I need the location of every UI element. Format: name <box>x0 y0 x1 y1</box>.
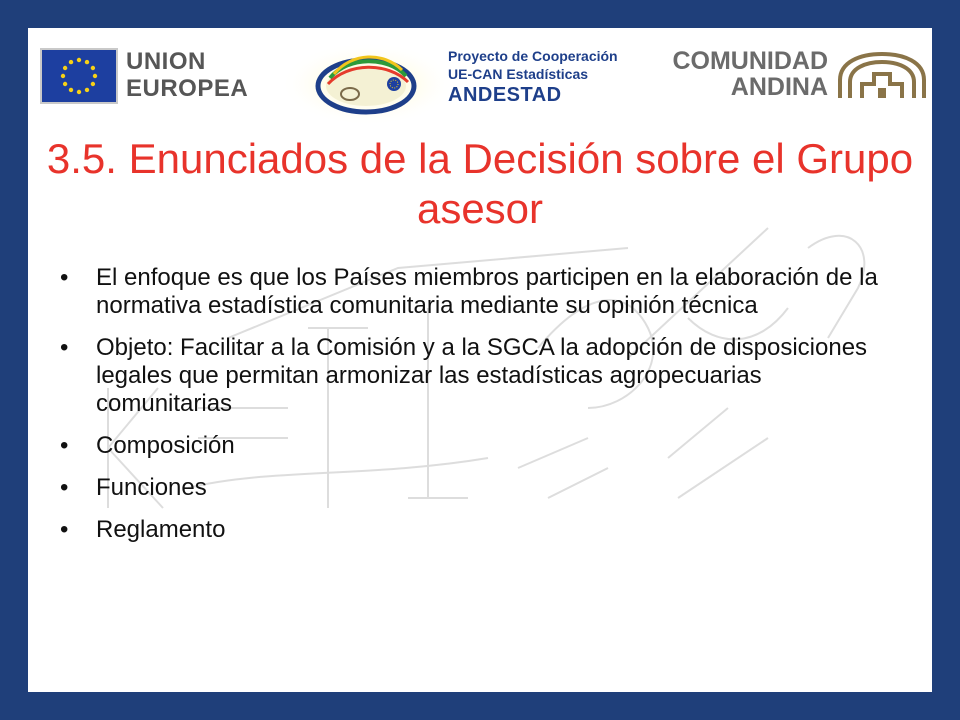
bullet-item <box>60 474 900 502</box>
bullet-text: El enfoque es que los Países miembros participen en la elaboración de la normativa estadística comunitaria mediante su opinión técnica <box>96 264 878 319</box>
bullet-dot: • <box>60 334 69 361</box>
bullet-dot: • <box>60 432 69 459</box>
bullet-list <box>60 264 900 558</box>
bullet-dot: • <box>60 474 69 501</box>
project-line1: Proyecto de Cooperación <box>448 48 618 64</box>
can-logo <box>660 46 932 112</box>
eu-flag-icon <box>40 48 118 104</box>
bullet-dot: • <box>60 516 69 543</box>
bullet-text: Funciones <box>96 474 207 501</box>
eu-logo-text <box>126 48 248 102</box>
can-logo-line1: COMUNIDAD <box>672 47 828 75</box>
bullet-item <box>60 334 900 418</box>
bullet-text: Composición <box>96 432 235 459</box>
bullet-item <box>60 264 900 320</box>
project-line2: UE-CAN Estadísticas <box>448 66 589 82</box>
eu-logo-line1: UNION <box>126 48 206 75</box>
can-logo-text <box>660 48 828 100</box>
project-name: ANDESTAD <box>448 84 562 106</box>
bullet-text: Objeto: Facilitar a la Comisión y a la SGCA la adopción de disposiciones legales que permitan armonizar las estadísticas agropecuarias comunitarias <box>96 334 868 417</box>
bullet-item <box>60 432 900 460</box>
bullet-text: Reglamento <box>96 516 226 543</box>
andestad-emblem-icon <box>278 36 458 126</box>
slide-title: 3.5. Enunciados de la Decisión sobre el Grupo asesor <box>46 135 914 232</box>
can-logo-line2: ANDINA <box>730 73 828 101</box>
eu-logo-line2: EUROPEA <box>126 75 249 102</box>
eu-logo <box>34 46 289 114</box>
slide <box>28 28 932 692</box>
bullet-dot: • <box>60 264 69 291</box>
can-emblem-icon <box>836 50 928 100</box>
andestad-logo <box>278 36 658 126</box>
bullet-item <box>60 516 900 544</box>
